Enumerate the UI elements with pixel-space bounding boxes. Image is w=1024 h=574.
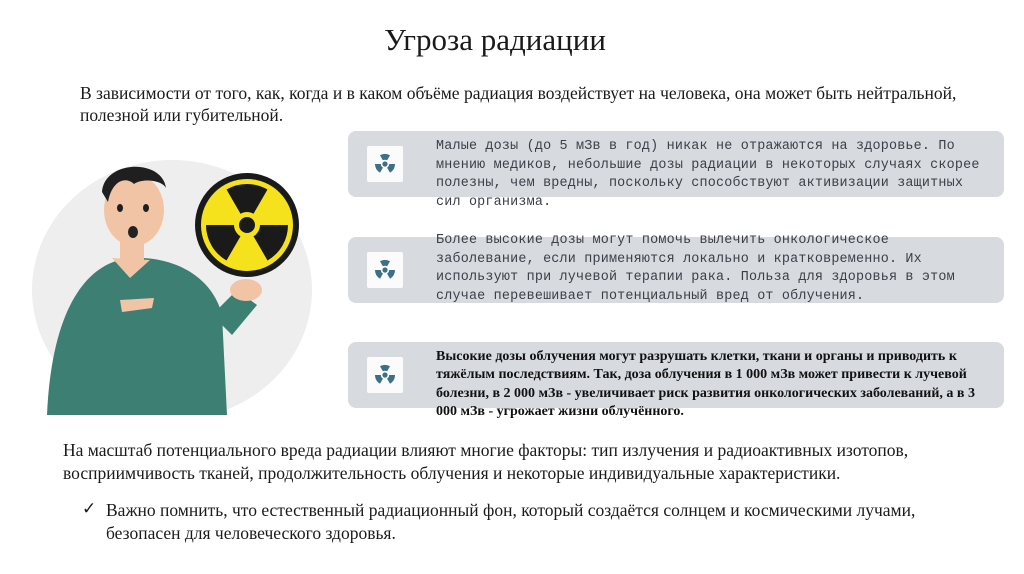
info-card-higher-doses-text: Более высокие дозы могут помочь вылечить онкологическое заболевание, если применяются локально и кратковременно. Их используют при лучевой терапии рака. Польза для здоровья в этом случае перевешивает потенциальный вред от облучения.: [436, 233, 955, 304]
factors-paragraph: На масштаб потенциального вреда радиации влияют многие факторы: тип излучения и радиоактивных изотопов, восприимчивость тканей, продолжительность облучения и некоторые индивидуальные характеристики.: [63, 440, 909, 483]
info-card-high-doses-text: Высокие дозы облучения могут разрушать клетки, ткани и органы и приводить к тяжёлым последствиям. Так, доза облучения в 1 000 мЗв может привести к лучевой болезни, в 2 000 мЗв - увеличивает риск развития онкологических заболеваний, а в 3 000 мЗв - угрожает жизни облучённого.: [436, 349, 975, 420]
radiation-icon: [367, 252, 403, 288]
note-bullet: Важно помнить, что естественный радиационный фон, который создаётся солнцем и космическими лучами, безопасен для человеческого здоровья.: [106, 500, 916, 543]
info-card-low-doses-text: Малые дозы (до 5 мЗв в год) никак не отражаются на здоровье. По мнению медиков, небольшие дозы радиации в некоторых случаях скорее полезны, чем вредны, поскольку способствуют активизации защитных сил организма.: [436, 139, 980, 210]
radiation-icon: [367, 357, 403, 393]
radiation-icon: [367, 146, 403, 182]
page-title: Угроза радиации: [384, 22, 606, 57]
person-with-radiation-sign-illustration: [22, 140, 322, 420]
intro-paragraph: В зависимости от того, как, когда и в каком объёме радиация воздействует на человека, она может быть нейтральной, полезной или губительной.: [80, 83, 957, 125]
checkmark-icon: ✓: [82, 499, 97, 518]
